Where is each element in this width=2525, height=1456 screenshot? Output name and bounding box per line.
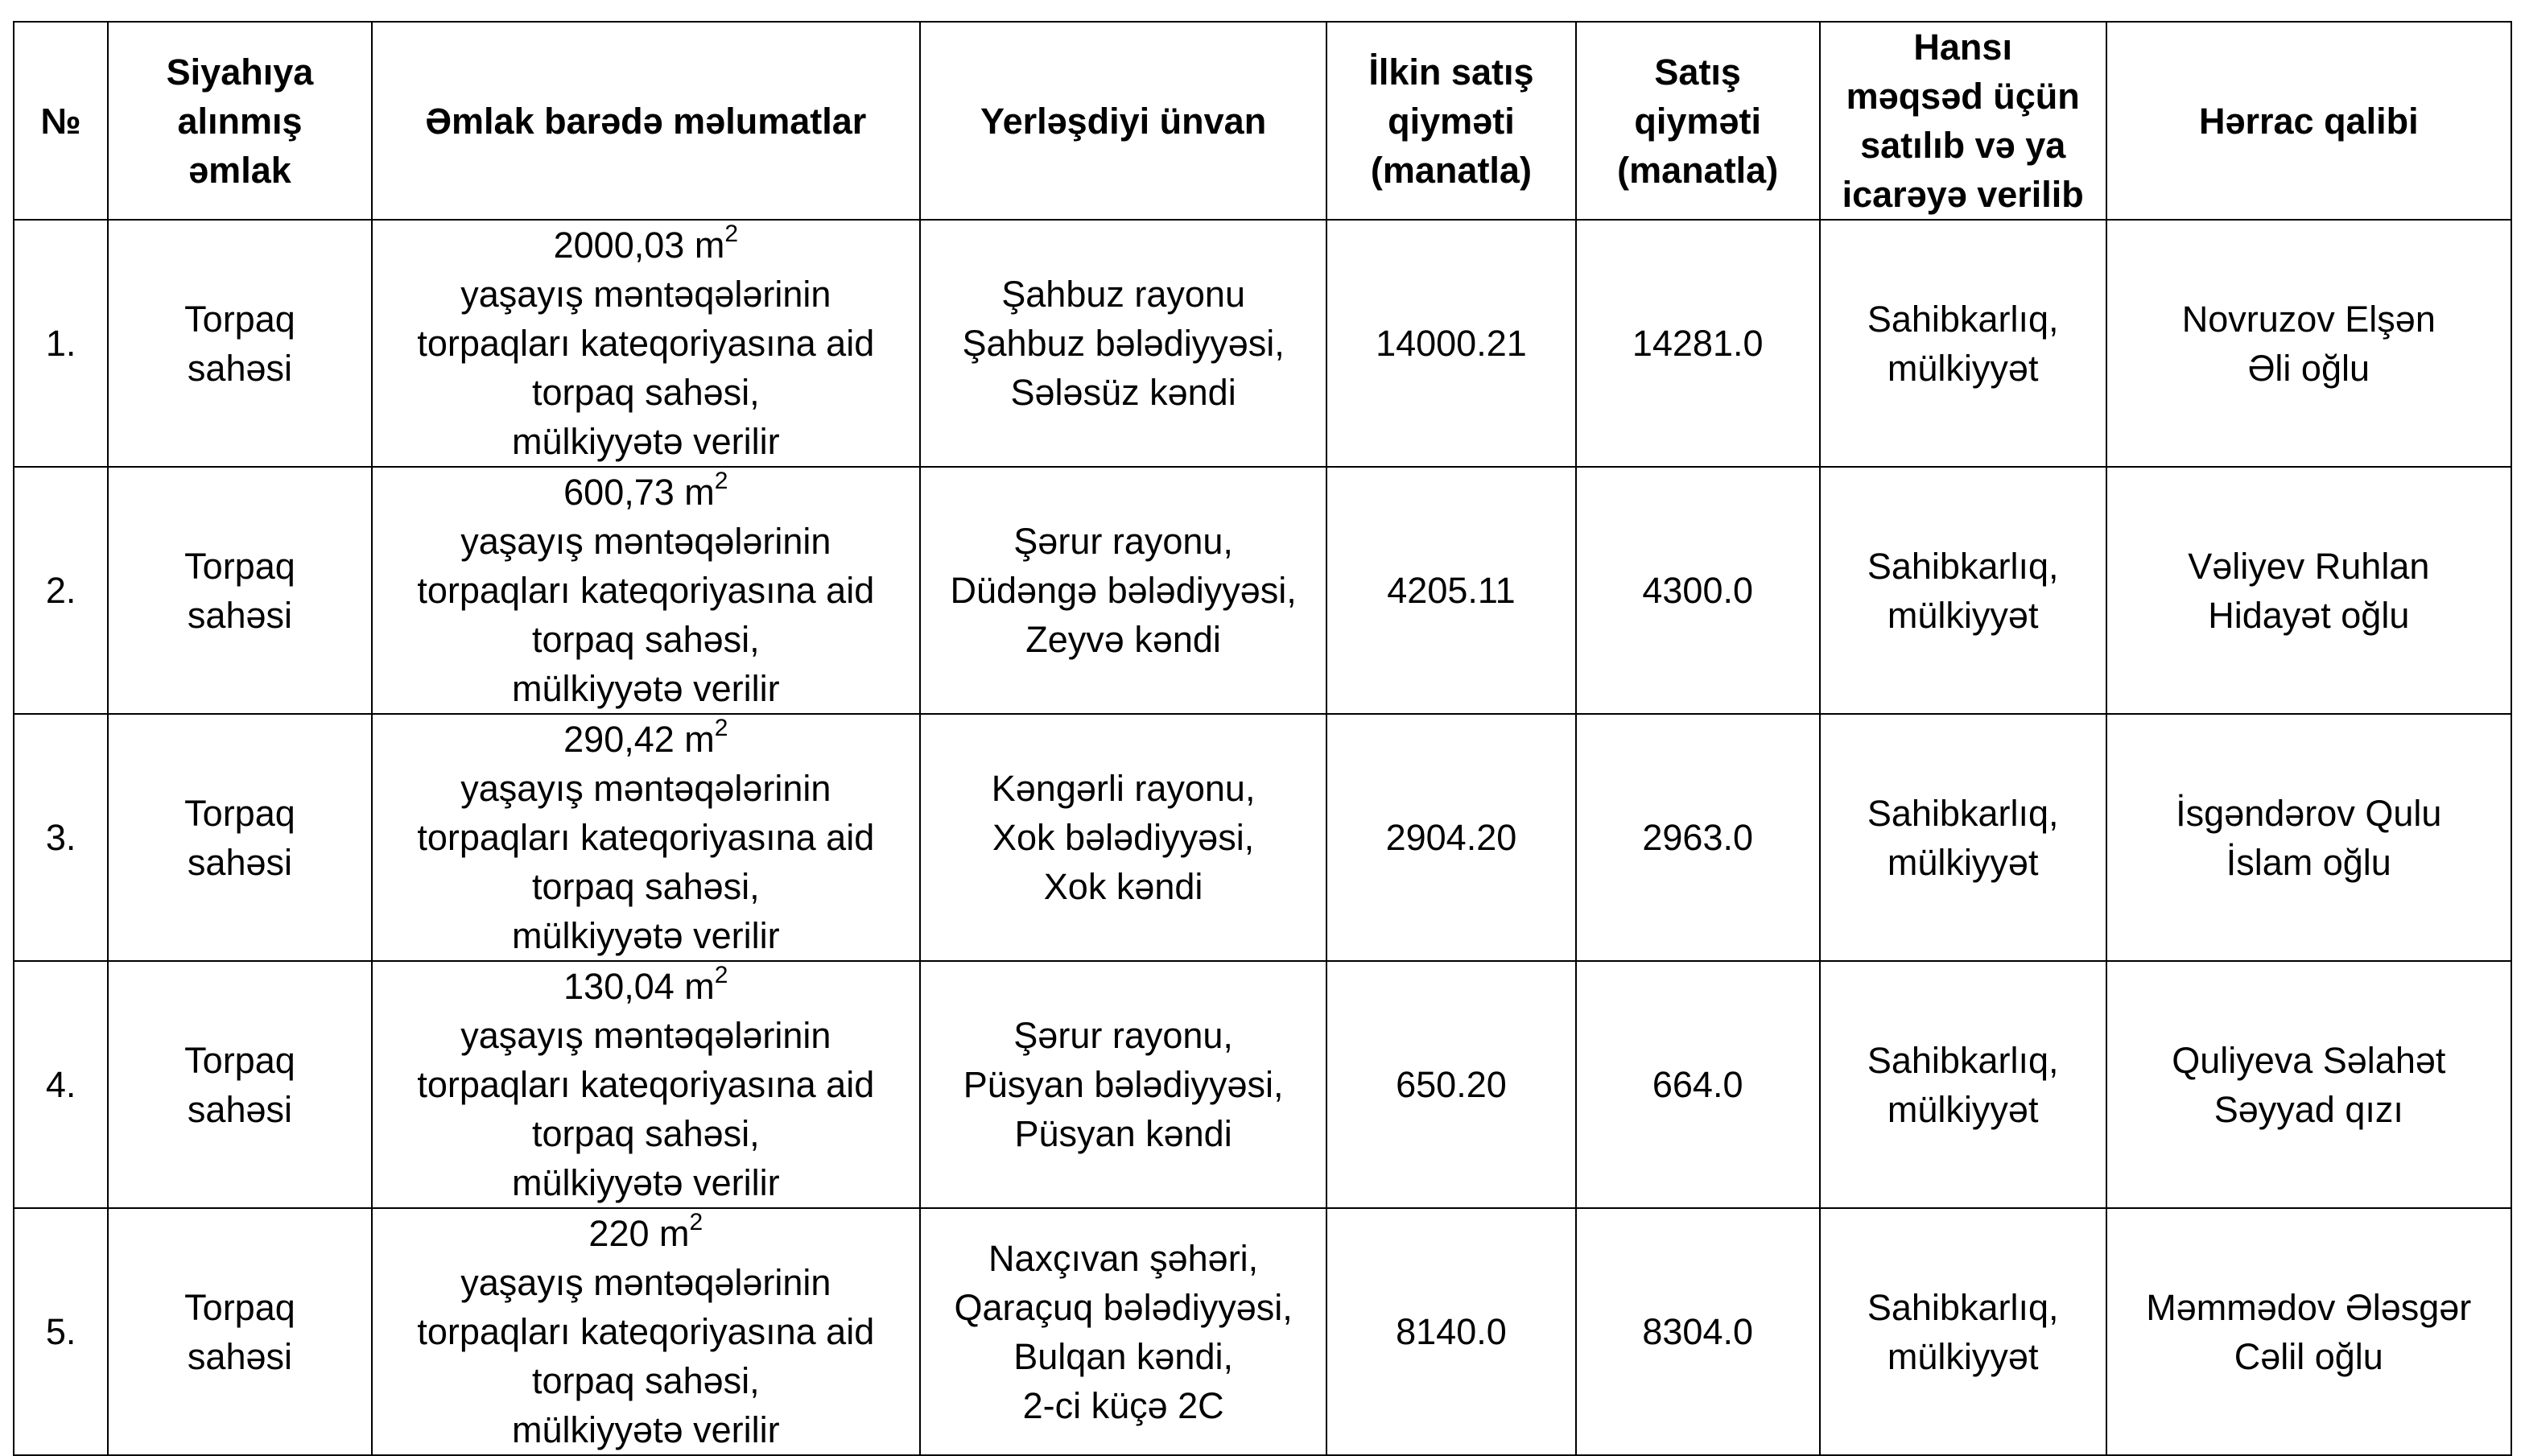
listed-property-line: sahəsi: [187, 347, 292, 389]
property-info-line: torpaq sahəsi,: [531, 619, 760, 660]
listed-property-line: Torpaq: [184, 1039, 295, 1081]
listed-property-cell: [108, 961, 371, 1208]
listed-property-line: sahəsi: [187, 841, 292, 883]
address-line: Qaraçuq bələdiyyəsi,: [954, 1286, 1293, 1328]
listed-property-line: Torpaq: [184, 792, 295, 834]
purpose-line: mülkiyyət: [1887, 1088, 2039, 1130]
row-number-cell: [14, 467, 108, 714]
row-number: 3.: [45, 817, 76, 858]
auction-results-table-wrapper: [13, 21, 2512, 1456]
auction-winner-cell: [2106, 467, 2511, 714]
property-info-line: torpaq sahəsi,: [531, 866, 760, 907]
address-line: Zeyvə kəndi: [1025, 619, 1221, 660]
property-info-line: yaşayış məntəqələrinin: [460, 1262, 831, 1303]
purpose-cell: [1820, 220, 2106, 467]
initial-price-cell: [1326, 1208, 1575, 1455]
property-info-line: mülkiyyətə verilir: [512, 915, 780, 956]
listed-property-cell: [108, 1208, 371, 1455]
row-number: 4.: [45, 1064, 76, 1105]
property-info-line: mülkiyyətə verilir: [512, 1162, 780, 1203]
sale-price-value: 664.0: [1652, 1064, 1743, 1105]
sale-price-value: 4300.0: [1642, 570, 1753, 611]
table-row: [14, 220, 2511, 467]
sale-price-cell: [1576, 714, 1820, 961]
area-unit: m: [659, 1213, 690, 1254]
property-info-line: torpaq sahəsi,: [531, 1113, 760, 1154]
header-number: №: [14, 22, 108, 220]
table-body: [14, 220, 2511, 1455]
area-line: [381, 715, 911, 764]
purpose-line: mülkiyyət: [1887, 594, 2039, 636]
property-info-line: mülkiyyətə verilir: [512, 668, 780, 709]
purpose-cell: [1820, 467, 2106, 714]
table-row: [14, 714, 2511, 961]
header-initial-price: İlkin satış qiyməti (manatla): [1326, 22, 1575, 220]
listed-property-cell: [108, 714, 371, 961]
sale-price-value: 2963.0: [1642, 817, 1753, 858]
sale-price-value: 8304.0: [1642, 1311, 1753, 1352]
area-unit: m: [684, 472, 715, 513]
area-unit-exponent: 2: [714, 715, 728, 741]
property-info-line: torpaq sahəsi,: [531, 372, 760, 413]
area-line: [381, 468, 911, 517]
auction-winner-line: Hidayət oğlu: [2208, 594, 2410, 636]
property-info-cell: [372, 220, 920, 467]
area-line: [381, 221, 911, 270]
listed-property-line: Torpaq: [184, 545, 295, 587]
address-line: Düdəngə bələdiyyəsi,: [950, 570, 1297, 611]
initial-price-value: 14000.21: [1376, 323, 1527, 364]
auction-winner-line: Novruzov Elşən: [2181, 298, 2436, 340]
auction-winner-cell: [2106, 220, 2511, 467]
row-number-cell: [14, 220, 108, 467]
property-info-line: torpaqları kateqoriyasına aid: [417, 817, 875, 858]
row-number-cell: [14, 961, 108, 1208]
table-header-row: [14, 22, 2511, 220]
area-line: [381, 962, 911, 1011]
header-property-info: Əmlak barədə məlumatlar: [372, 22, 920, 220]
listed-property-line: Torpaq: [184, 298, 295, 340]
sale-price-cell: [1576, 1208, 1820, 1455]
initial-price-value: 4205.11: [1387, 570, 1516, 611]
property-info-line: torpaq sahəsi,: [531, 1360, 760, 1401]
sale-price-cell: [1576, 220, 1820, 467]
property-info-line: torpaqları kateqoriyasına aid: [417, 570, 875, 611]
purpose-cell: [1820, 714, 2106, 961]
purpose-line: Sahibkarlıq,: [1867, 792, 2059, 834]
auction-winner-line: İsgəndərov Qulu: [2176, 792, 2442, 834]
sale-price-value: 14281.0: [1632, 323, 1764, 364]
purpose-line: mülkiyyət: [1887, 1335, 2039, 1377]
row-number: 1.: [45, 323, 76, 364]
address-line: Şahbuz bələdiyyəsi,: [962, 323, 1285, 364]
property-info-line: mülkiyyətə verilir: [512, 1409, 780, 1450]
area-unit-exponent: 2: [714, 468, 728, 494]
address-line: Sələsüz kəndi: [1010, 372, 1236, 413]
area-line: [381, 1209, 911, 1258]
initial-price-cell: [1326, 714, 1575, 961]
auction-winner-line: Quliyeva Səlahət: [2172, 1039, 2446, 1081]
auction-winner-cell: [2106, 961, 2511, 1208]
property-info-line: yaşayış məntəqələrinin: [460, 1015, 831, 1056]
purpose-line: mülkiyyət: [1887, 347, 2039, 389]
row-number-cell: [14, 1208, 108, 1455]
auction-results-table: [13, 21, 2512, 1456]
address-line: Şərur rayonu,: [1013, 1015, 1233, 1056]
header-auction-winner: Hərrac qalibi: [2106, 22, 2511, 220]
area-value: 600,73: [563, 472, 675, 513]
purpose-line: mülkiyyət: [1887, 841, 2039, 883]
address-cell: [920, 467, 1326, 714]
auction-winner-line: İslam oğlu: [2226, 841, 2391, 883]
property-info-cell: [372, 961, 920, 1208]
initial-price-cell: [1326, 467, 1575, 714]
property-info-line: yaşayış məntəqələrinin: [460, 274, 831, 315]
address-cell: [920, 1208, 1326, 1455]
row-number: 2.: [45, 570, 76, 611]
table-row: [14, 1208, 2511, 1455]
listed-property-cell: [108, 467, 371, 714]
initial-price-value: 650.20: [1396, 1064, 1507, 1105]
area-unit-exponent: 2: [714, 962, 728, 988]
initial-price-value: 8140.0: [1396, 1311, 1507, 1352]
property-info-line: torpaqları kateqoriyasına aid: [417, 1064, 875, 1105]
purpose-line: Sahibkarlıq,: [1867, 298, 2059, 340]
listed-property-line: sahəsi: [187, 1088, 292, 1130]
sale-price-cell: [1576, 961, 1820, 1208]
header-listed-property: Siyahıya alınmış əmlak: [108, 22, 371, 220]
table-row: [14, 961, 2511, 1208]
header-address: Yerləşdiyi ünvan: [920, 22, 1326, 220]
area-unit: m: [684, 966, 715, 1007]
property-info-cell: [372, 1208, 920, 1455]
purpose-line: Sahibkarlıq,: [1867, 1286, 2059, 1328]
area-unit-exponent: 2: [724, 221, 738, 247]
property-info-cell: [372, 714, 920, 961]
row-number-cell: [14, 714, 108, 961]
address-cell: [920, 961, 1326, 1208]
property-info-line: torpaqları kateqoriyasına aid: [417, 1311, 875, 1352]
auction-winner-line: Səyyad qızı: [2214, 1088, 2403, 1130]
purpose-line: Sahibkarlıq,: [1867, 545, 2059, 587]
address-line: Şərur rayonu,: [1013, 521, 1233, 562]
initial-price-value: 2904.20: [1385, 817, 1517, 858]
area-unit-exponent: 2: [689, 1209, 703, 1235]
purpose-cell: [1820, 961, 2106, 1208]
address-line: Şahbuz rayonu: [1001, 274, 1245, 315]
header-sale-price: Satış qiyməti (manatla): [1576, 22, 1820, 220]
address-line: Naxçıvan şəhəri,: [988, 1237, 1259, 1279]
property-info-cell: [372, 467, 920, 714]
initial-price-cell: [1326, 220, 1575, 467]
address-line: Xok bələdiyyəsi,: [992, 817, 1255, 858]
address-cell: [920, 220, 1326, 467]
purpose-cell: [1820, 1208, 2106, 1455]
property-info-line: yaşayış məntəqələrinin: [460, 768, 831, 809]
purpose-line: Sahibkarlıq,: [1867, 1039, 2059, 1081]
initial-price-cell: [1326, 961, 1575, 1208]
auction-winner-line: Əli oğlu: [2247, 347, 2370, 389]
listed-property-line: sahəsi: [187, 594, 292, 636]
address-line: Bulqan kəndi,: [1013, 1335, 1233, 1377]
area-value: 290,42: [563, 719, 675, 760]
auction-winner-line: Vəliyev Ruhlan: [2188, 545, 2430, 587]
auction-winner-cell: [2106, 1208, 2511, 1455]
property-info-line: yaşayış məntəqələrinin: [460, 521, 831, 562]
area-value: 220: [588, 1213, 650, 1254]
listed-property-line: sahəsi: [187, 1335, 292, 1377]
address-line: Kəngərli rayonu,: [991, 768, 1256, 809]
area-value: 130,04: [563, 966, 675, 1007]
property-info-line: torpaqları kateqoriyasına aid: [417, 323, 875, 364]
table-row: [14, 467, 2511, 714]
listed-property-cell: [108, 220, 371, 467]
address-line: Püsyan kəndi: [1014, 1113, 1232, 1154]
sale-price-cell: [1576, 467, 1820, 714]
area-unit: m: [684, 719, 715, 760]
address-cell: [920, 714, 1326, 961]
auction-winner-cell: [2106, 714, 2511, 961]
area-unit: m: [694, 225, 725, 266]
address-line: 2-ci küçə 2C: [1022, 1384, 1224, 1426]
address-line: Xok kəndi: [1043, 866, 1203, 907]
auction-winner-line: Məmmədov Ələsgər: [2146, 1286, 2472, 1328]
area-value: 2000,03: [553, 225, 685, 266]
address-line: Püsyan bələdiyyəsi,: [963, 1064, 1284, 1105]
header-purpose: Hansı məqsəd üçün satılıb və ya icarəyə verilib: [1820, 22, 2106, 220]
property-info-line: mülkiyyətə verilir: [512, 421, 780, 462]
auction-winner-line: Cəlil oğlu: [2234, 1335, 2383, 1377]
row-number: 5.: [45, 1311, 76, 1352]
listed-property-line: Torpaq: [184, 1286, 295, 1328]
